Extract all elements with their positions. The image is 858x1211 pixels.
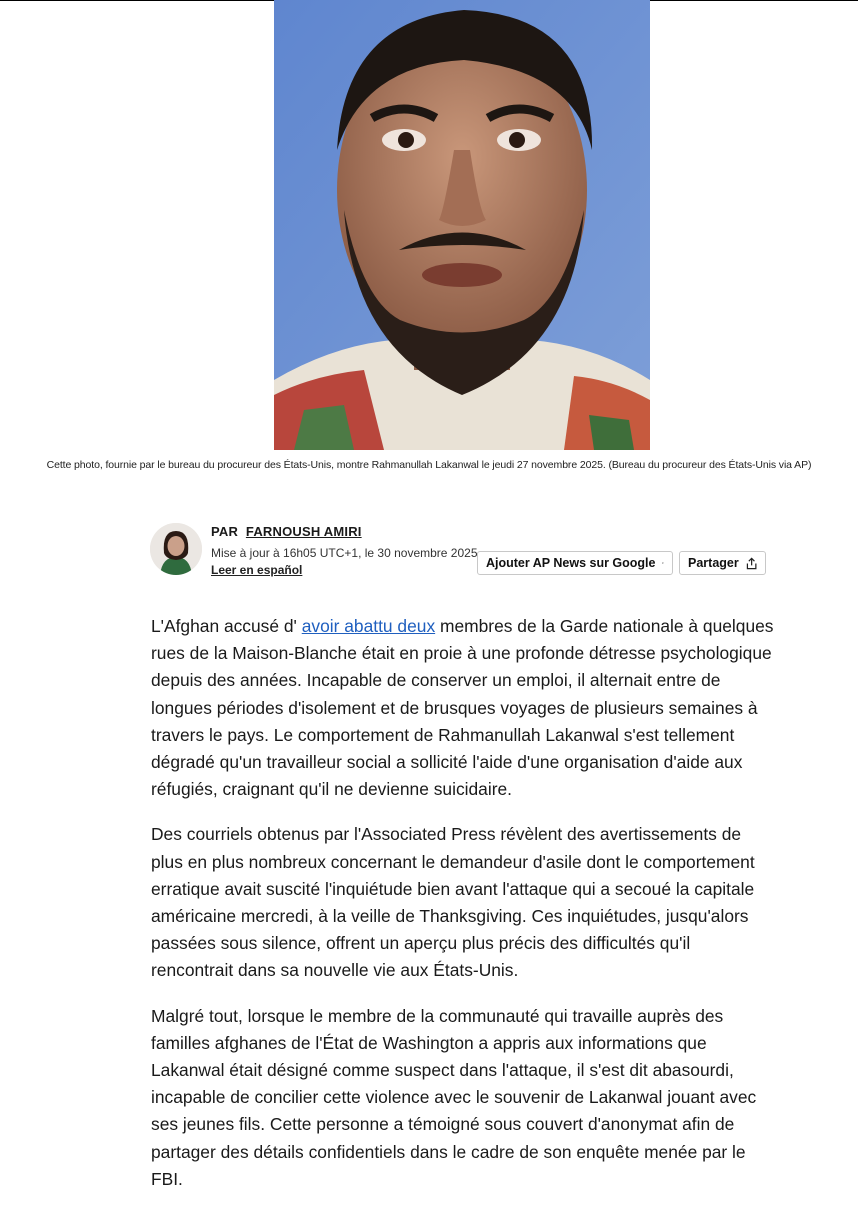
google-button-label: Ajouter AP News sur Google: [486, 556, 656, 570]
article-paragraph-1: [151, 613, 776, 803]
author-avatar[interactable]: [150, 523, 202, 575]
author-link[interactable]: FARNOUSH AMIRI: [245, 524, 362, 539]
article-photo[interactable]: [274, 0, 650, 450]
paragraph-1-rest: membres de la Garde nationale à quelques rues de la Maison-Blanche était en proie à une profonde détresse psychologique depuis des années. Incapable de conserver un emploi, il alternait entre de longues périodes d'isolement et de brusques voyages de plusieurs semaines à travers le pays. Le comportement de Rahmanullah Lakanwal s'est tellement dégradé qu'un travailleur social a sollicité l'aide d'une organisation d'aide aux réfugiés, craignant qu'il ne devienne suicidaire.: [151, 616, 774, 800]
byline-author-line: [211, 524, 362, 539]
byline-prefix: PAR: [211, 524, 239, 539]
add-ap-news-google-button[interactable]: [477, 551, 673, 575]
share-button[interactable]: [679, 551, 766, 575]
inline-article-link[interactable]: avoir abattu deux: [301, 616, 436, 636]
byline: [150, 520, 770, 580]
photo-caption: Cette photo, fournie par le bureau du procureur des États-Unis, montre Rahmanullah Lakanwal le jeudi 27 novembre 2025. (Bureau du procureur des États-Unis via AP): [46, 459, 812, 471]
paragraph-1-lead: L'Afghan accusé d': [151, 616, 297, 636]
portrait-illustration: [274, 0, 650, 450]
article-body: [151, 613, 776, 1211]
add-source-icon: [662, 556, 664, 570]
updated-timestamp: Mise à jour à 16h05 UTC+1, le 30 novembre 2025: [211, 546, 478, 560]
share-button-label: Partager: [688, 556, 739, 570]
article-paragraph-3: Malgré tout, lorsque le membre de la communauté qui travaille auprès des familles afghanes de l'État de Washington a appris aux informations que Lakanwal était désigné comme suspect dans l'attaque, il s'est dit abasourdi, incapable de concilier cette violence avec le souvenir de Lakanwal jouant avec ses jeunes fils. Cette personne a témoigné sous couvert d'anonymat afin de partager des détails confidentiels dans le cadre de son enquête menée par le FBI.: [151, 1005, 757, 1189]
article-paragraph-2: Des courriels obtenus par l'Associated Press révèlent des avertissements de plus en plus nombreux concernant le demandeur d'asile dont le comportement erratique avait suscité l'inquiétude bien avant l'attaque qui a secoué la capitale américaine mercredi, à la veille de Thanksgiving. Ces inquiétudes, jusqu'alors passées sous silence, offrent un aperçu plus précis des difficultés qu'il rencontrait dans sa nouvelle vie aux États-Unis.: [151, 824, 755, 981]
avatar-illustration: [150, 523, 202, 575]
share-icon: [746, 557, 757, 570]
spanish-version-link[interactable]: Leer en español: [211, 563, 303, 577]
